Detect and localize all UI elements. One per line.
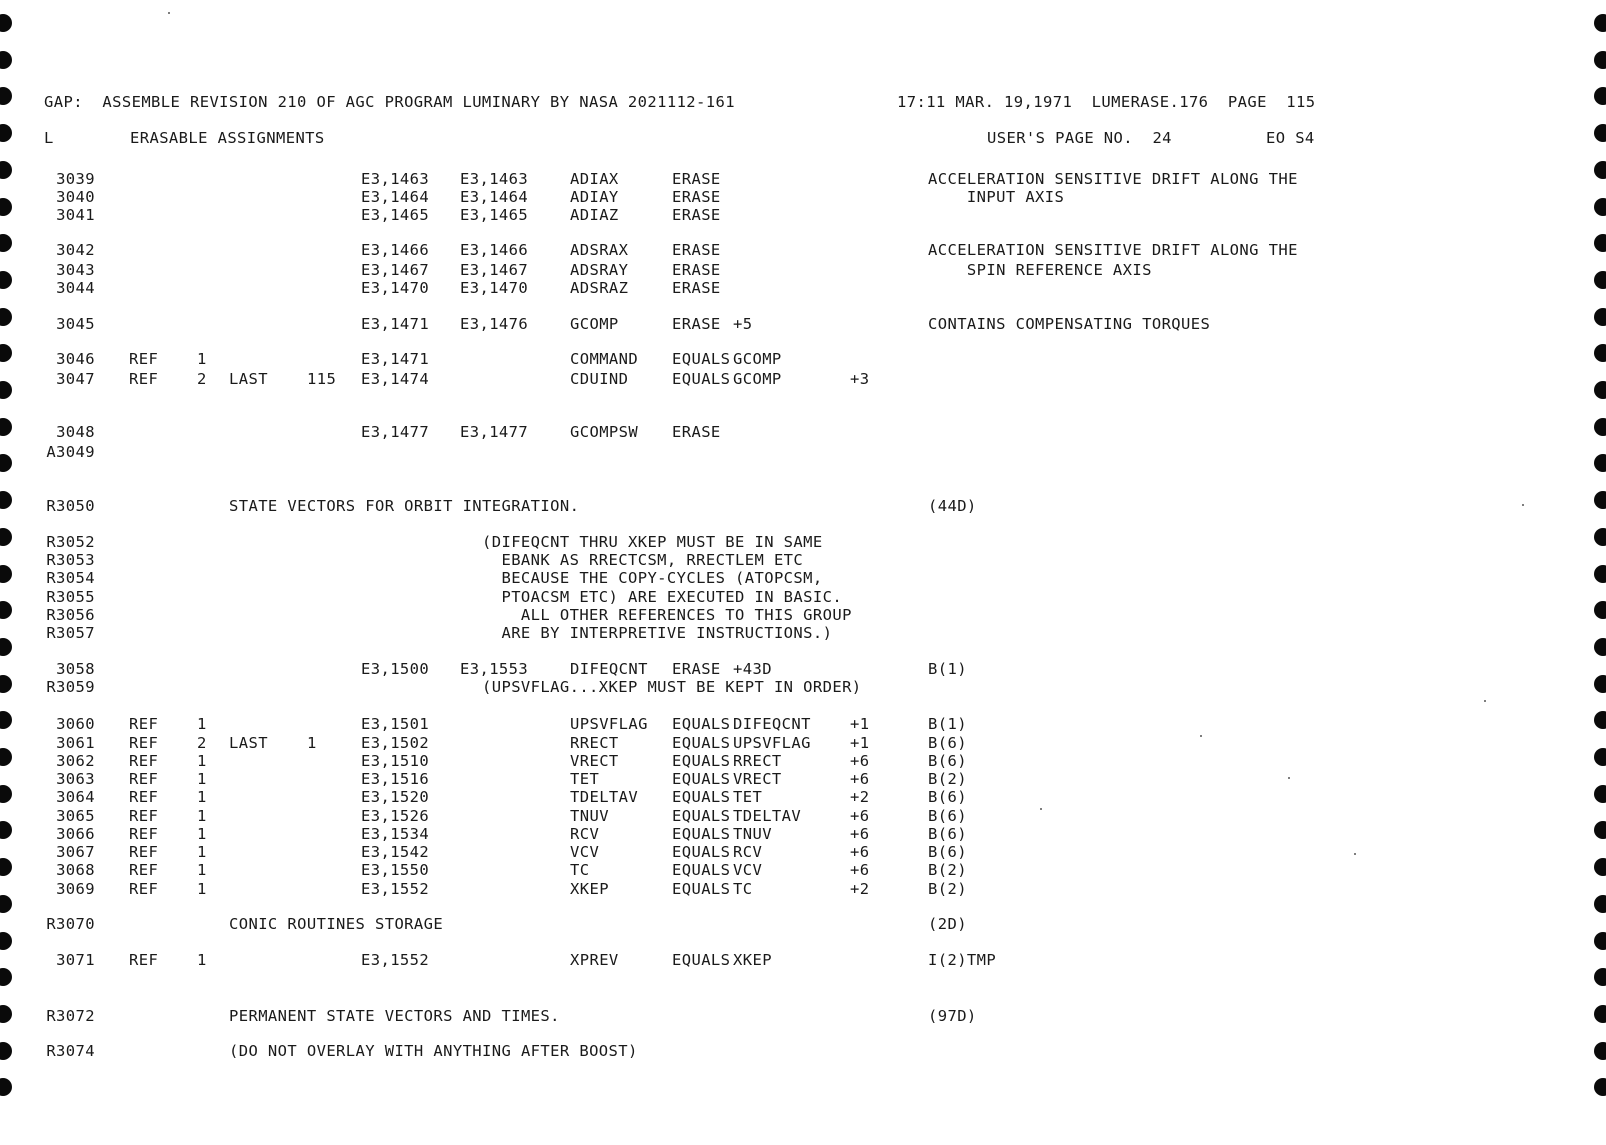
symbol-tag: RCV [570, 825, 600, 843]
ref-label: REF [129, 734, 159, 752]
left-sprocket-hole [0, 344, 12, 362]
ref-label: REF [129, 350, 159, 368]
opcode: EQUALS [672, 861, 731, 879]
address-start: E3,1526 [361, 807, 430, 825]
left-sprocket-hole [0, 491, 12, 509]
left-sprocket-hole [0, 895, 12, 913]
address-end: E3,1464 [460, 188, 529, 206]
address-end: E3,1470 [460, 279, 529, 297]
operand: RCV [733, 843, 763, 861]
ref-count: 1 [197, 715, 207, 733]
symbol-tag: VRECT [570, 752, 619, 770]
line-number: R3072 [46, 1007, 95, 1025]
opcode: EQUALS [672, 770, 731, 788]
left-sprocket-hole [0, 1005, 12, 1023]
opcode: EQUALS [672, 843, 731, 861]
ref-label: REF [129, 951, 159, 969]
line-number: R3056 [46, 606, 95, 624]
symbol-tag: TC [570, 861, 590, 879]
right-sprocket-hole [1594, 858, 1606, 876]
left-sprocket-hole [0, 601, 12, 619]
ref-label: REF [129, 788, 159, 806]
right-sprocket-hole [1594, 675, 1606, 693]
line-number: 3066 [56, 825, 95, 843]
address-start: E3,1534 [361, 825, 430, 843]
line-number: 3043 [56, 261, 95, 279]
opcode: ERASE [672, 261, 721, 279]
operand-offset: +6 [850, 825, 870, 843]
left-sprocket-hole [0, 638, 12, 656]
line-number: 3060 [56, 715, 95, 733]
operand: TC [733, 880, 753, 898]
operand: TNUV [733, 825, 772, 843]
operand: GCOMP [733, 370, 782, 388]
symbol-tag: UPSVFLAG [570, 715, 648, 733]
line-number: 3061 [56, 734, 95, 752]
bank-note: B(6) [928, 825, 967, 843]
symbol-tag: ADSRAX [570, 241, 629, 259]
line-number: 3068 [56, 861, 95, 879]
comment: ACCELERATION SENSITIVE DRIFT ALONG THE [928, 241, 1298, 259]
address-start: E3,1470 [361, 279, 430, 297]
bank-note: B(2) [928, 770, 967, 788]
operand-offset: +6 [850, 770, 870, 788]
right-sprocket-hole [1594, 271, 1606, 289]
symbol-tag: TET [570, 770, 600, 788]
bank-note: B(6) [928, 734, 967, 752]
address-start: E3,1463 [361, 170, 430, 188]
symbol-tag: DIFEQCNT [570, 660, 648, 678]
left-sprocket-hole [0, 234, 12, 252]
line-number: 3047 [56, 370, 95, 388]
operand-offset: +6 [850, 843, 870, 861]
line-number: 3046 [56, 350, 95, 368]
right-sprocket-hole [1594, 895, 1606, 913]
left-sprocket-hole [0, 675, 12, 693]
opcode: EQUALS [672, 951, 731, 969]
address-start: E3,1471 [361, 350, 430, 368]
bank-note: B(1) [928, 660, 967, 678]
line-number: R3050 [46, 497, 95, 515]
operand: UPSVFLAG [733, 734, 811, 752]
address-end: E3,1476 [460, 315, 529, 333]
operand-offset: +6 [850, 752, 870, 770]
address-start: E3,1464 [361, 188, 430, 206]
page-code: EO S4 [1266, 129, 1315, 147]
address-start: E3,1550 [361, 861, 430, 879]
right-sprocket-hole [1594, 381, 1606, 399]
address-start: E3,1552 [361, 951, 430, 969]
address-start: E3,1501 [361, 715, 430, 733]
symbol-tag: COMMAND [570, 350, 639, 368]
ref-count: 1 [197, 807, 207, 825]
paper-speck [1040, 808, 1042, 810]
ref-count: 1 [197, 861, 207, 879]
left-sprocket-hole [0, 198, 12, 216]
ref-count: 2 [197, 370, 207, 388]
remark-text: BECAUSE THE COPY-CYCLES (ATOPCSM, [482, 569, 823, 587]
right-sprocket-hole [1594, 932, 1606, 950]
opcode: EQUALS [672, 880, 731, 898]
right-sprocket-hole [1594, 528, 1606, 546]
opcode: EQUALS [672, 370, 731, 388]
left-sprocket-hole [0, 161, 12, 179]
address-end: E3,1465 [460, 206, 529, 224]
symbol-tag: VCV [570, 843, 600, 861]
right-sprocket-hole [1594, 234, 1606, 252]
line-number: 3071 [56, 951, 95, 969]
symbol-tag: ADIAY [570, 188, 619, 206]
address-start: E3,1477 [361, 423, 430, 441]
symbol-tag: XKEP [570, 880, 609, 898]
ref-count: 1 [197, 788, 207, 806]
ref-label: REF [129, 752, 159, 770]
line-number: 3062 [56, 752, 95, 770]
symbol-tag: ADSRAZ [570, 279, 629, 297]
paper-speck [1200, 735, 1202, 737]
line-number: R3052 [46, 533, 95, 551]
line-number: 3058 [56, 660, 95, 678]
operand: TET [733, 788, 763, 806]
ref-count: 1 [197, 825, 207, 843]
left-sprocket-hole [0, 51, 12, 69]
opcode: EQUALS [672, 752, 731, 770]
line-number: R3074 [46, 1042, 95, 1060]
operand-offset: +1 [850, 715, 870, 733]
line-number: 3069 [56, 880, 95, 898]
left-sprocket-hole [0, 565, 12, 583]
symbol-tag: RRECT [570, 734, 619, 752]
ref-count: 1 [197, 880, 207, 898]
operand: +5 [733, 315, 753, 333]
line-number: 3042 [56, 241, 95, 259]
bank-note: B(6) [928, 788, 967, 806]
bank-note: B(1) [928, 715, 967, 733]
left-sprocket-hole [0, 932, 12, 950]
line-number: 3067 [56, 843, 95, 861]
last-label: LAST [229, 734, 268, 752]
section-title: ERASABLE ASSIGNMENTS [130, 129, 325, 147]
left-sprocket-hole [0, 308, 12, 326]
right-sprocket-hole [1594, 968, 1606, 986]
left-sprocket-hole [0, 418, 12, 436]
ref-label: REF [129, 880, 159, 898]
right-sprocket-hole [1594, 711, 1606, 729]
ref-count: 1 [197, 951, 207, 969]
page-marker: L [44, 129, 54, 147]
left-sprocket-hole [0, 1078, 12, 1096]
last-label: LAST [229, 370, 268, 388]
address-start: E3,1465 [361, 206, 430, 224]
ref-count: 1 [197, 752, 207, 770]
header-left: GAP: ASSEMBLE REVISION 210 OF AGC PROGRAM LUMINARY BY NASA 2021112-161 [44, 93, 735, 111]
right-sprocket-hole [1594, 1042, 1606, 1060]
opcode: ERASE [672, 315, 721, 333]
symbol-tag: TNUV [570, 807, 609, 825]
remark-text: PTOACSM ETC) ARE EXECUTED IN BASIC. [482, 588, 843, 606]
line-number: R3053 [46, 551, 95, 569]
opcode: EQUALS [672, 788, 731, 806]
opcode: EQUALS [672, 825, 731, 843]
ref-label: REF [129, 807, 159, 825]
comment: INPUT AXIS [928, 188, 1065, 206]
address-start: E3,1542 [361, 843, 430, 861]
left-sprocket-hole [0, 454, 12, 472]
address-start: E3,1467 [361, 261, 430, 279]
left-sprocket-hole [0, 87, 12, 105]
ref-count: 1 [197, 350, 207, 368]
left-sprocket-hole [0, 748, 12, 766]
right-sprocket-hole [1594, 344, 1606, 362]
line-number: 3064 [56, 788, 95, 806]
symbol-tag: ADIAX [570, 170, 619, 188]
right-sprocket-hole [1594, 1005, 1606, 1023]
line-number: 3065 [56, 807, 95, 825]
bank-note: B(2) [928, 880, 967, 898]
left-sprocket-hole [0, 124, 12, 142]
right-sprocket-hole [1594, 785, 1606, 803]
symbol-tag: CDUIND [570, 370, 629, 388]
right-sprocket-hole [1594, 161, 1606, 179]
remark-note: (44D) [928, 497, 977, 515]
left-sprocket-hole [0, 968, 12, 986]
remark-note: (97D) [928, 1007, 977, 1025]
symbol-tag: ADIAZ [570, 206, 619, 224]
right-sprocket-hole [1594, 418, 1606, 436]
remark-text: STATE VECTORS FOR ORBIT INTEGRATION. [229, 497, 580, 515]
header-right: 17:11 MAR. 19,1971 LUMERASE.176 PAGE 115 [897, 93, 1316, 111]
right-sprocket-hole [1594, 1078, 1606, 1096]
opcode: ERASE [672, 170, 721, 188]
operand-offset: +1 [850, 734, 870, 752]
left-sprocket-hole [0, 858, 12, 876]
operand-offset: +2 [850, 880, 870, 898]
bank-note: B(6) [928, 807, 967, 825]
user-page-label: USER'S PAGE NO. 24 [987, 129, 1172, 147]
operand: RRECT [733, 752, 782, 770]
address-end: E3,1553 [460, 660, 529, 678]
symbol-tag: TDELTAV [570, 788, 639, 806]
remark-text: (UPSVFLAG...XKEP MUST BE KEPT IN ORDER) [482, 678, 862, 696]
operand-offset: +6 [850, 807, 870, 825]
left-sprocket-hole [0, 528, 12, 546]
remark-text: EBANK AS RRECTCSM, RRECTLEM ETC [482, 551, 804, 569]
symbol-tag: ADSRAY [570, 261, 629, 279]
bank-note: B(6) [928, 843, 967, 861]
right-sprocket-hole [1594, 638, 1606, 656]
bank-note: B(2) [928, 861, 967, 879]
address-start: E3,1500 [361, 660, 430, 678]
paper-speck [1288, 777, 1290, 779]
remark-text: (DO NOT OVERLAY WITH ANYTHING AFTER BOOST) [229, 1042, 638, 1060]
remark-text: ALL OTHER REFERENCES TO THIS GROUP [482, 606, 852, 624]
line-number: A3049 [46, 443, 95, 461]
opcode: EQUALS [672, 350, 731, 368]
operand: +43D [733, 660, 772, 678]
line-number: 3041 [56, 206, 95, 224]
remark-note: (2D) [928, 915, 967, 933]
bank-note: I(2)TMP [928, 951, 997, 969]
right-sprocket-hole [1594, 565, 1606, 583]
line-number: 3044 [56, 279, 95, 297]
right-sprocket-hole [1594, 601, 1606, 619]
operand: XKEP [733, 951, 772, 969]
ref-count: 1 [197, 843, 207, 861]
ref-label: REF [129, 825, 159, 843]
right-sprocket-hole [1594, 87, 1606, 105]
operand: DIFEQCNT [733, 715, 811, 733]
address-start: E3,1466 [361, 241, 430, 259]
right-sprocket-hole [1594, 124, 1606, 142]
remark-text: PERMANENT STATE VECTORS AND TIMES. [229, 1007, 560, 1025]
line-number: 3039 [56, 170, 95, 188]
ref-label: REF [129, 861, 159, 879]
symbol-tag: XPREV [570, 951, 619, 969]
last-page: 115 [307, 370, 337, 388]
right-sprocket-hole [1594, 454, 1606, 472]
opcode: ERASE [672, 660, 721, 678]
left-sprocket-hole [0, 785, 12, 803]
address-start: E3,1520 [361, 788, 430, 806]
right-sprocket-hole [1594, 308, 1606, 326]
remark-text: (DIFEQCNT THRU XKEP MUST BE IN SAME [482, 533, 823, 551]
line-number: R3070 [46, 915, 95, 933]
address-end: E3,1467 [460, 261, 529, 279]
paper-speck [1484, 700, 1486, 702]
paper-speck [1522, 504, 1524, 506]
address-start: E3,1510 [361, 752, 430, 770]
line-number: R3059 [46, 678, 95, 696]
operand-offset: +3 [850, 370, 870, 388]
right-sprocket-hole [1594, 491, 1606, 509]
opcode: ERASE [672, 423, 721, 441]
opcode: ERASE [672, 279, 721, 297]
left-sprocket-hole [0, 711, 12, 729]
remark-text: CONIC ROUTINES STORAGE [229, 915, 444, 933]
symbol-tag: GCOMPSW [570, 423, 639, 441]
operand: VCV [733, 861, 763, 879]
paper-speck [1354, 853, 1356, 855]
ref-label: REF [129, 770, 159, 788]
bank-note: B(6) [928, 752, 967, 770]
last-page: 1 [307, 734, 317, 752]
right-sprocket-hole [1594, 198, 1606, 216]
line-number: 3063 [56, 770, 95, 788]
left-sprocket-hole [0, 14, 12, 32]
address-end: E3,1463 [460, 170, 529, 188]
operand: VRECT [733, 770, 782, 788]
opcode: ERASE [672, 188, 721, 206]
operand: GCOMP [733, 350, 782, 368]
address-start: E3,1552 [361, 880, 430, 898]
left-sprocket-hole [0, 1042, 12, 1060]
left-sprocket-hole [0, 821, 12, 839]
address-end: E3,1466 [460, 241, 529, 259]
paper-speck [168, 12, 170, 14]
right-sprocket-hole [1594, 14, 1606, 32]
address-start: E3,1516 [361, 770, 430, 788]
operand-offset: +6 [850, 861, 870, 879]
opcode: EQUALS [672, 734, 731, 752]
address-start: E3,1502 [361, 734, 430, 752]
opcode: EQUALS [672, 715, 731, 733]
right-sprocket-hole [1594, 748, 1606, 766]
left-sprocket-hole [0, 381, 12, 399]
address-start: E3,1471 [361, 315, 430, 333]
ref-count: 2 [197, 734, 207, 752]
address-end: E3,1477 [460, 423, 529, 441]
ref-label: REF [129, 843, 159, 861]
comment: CONTAINS COMPENSATING TORQUES [928, 315, 1211, 333]
line-number: 3040 [56, 188, 95, 206]
operand-offset: +2 [850, 788, 870, 806]
opcode: ERASE [672, 241, 721, 259]
operand: TDELTAV [733, 807, 802, 825]
right-sprocket-hole [1594, 51, 1606, 69]
address-start: E3,1474 [361, 370, 430, 388]
left-sprocket-hole [0, 271, 12, 289]
ref-label: REF [129, 370, 159, 388]
ref-label: REF [129, 715, 159, 733]
comment: ACCELERATION SENSITIVE DRIFT ALONG THE [928, 170, 1298, 188]
line-number: R3054 [46, 569, 95, 587]
opcode: ERASE [672, 206, 721, 224]
remark-text: ARE BY INTERPRETIVE INSTRUCTIONS.) [482, 624, 833, 642]
symbol-tag: GCOMP [570, 315, 619, 333]
line-number: 3048 [56, 423, 95, 441]
comment: SPIN REFERENCE AXIS [928, 261, 1152, 279]
line-number: R3057 [46, 624, 95, 642]
ref-count: 1 [197, 770, 207, 788]
right-sprocket-hole [1594, 821, 1606, 839]
line-number: R3055 [46, 588, 95, 606]
line-number: 3045 [56, 315, 95, 333]
opcode: EQUALS [672, 807, 731, 825]
